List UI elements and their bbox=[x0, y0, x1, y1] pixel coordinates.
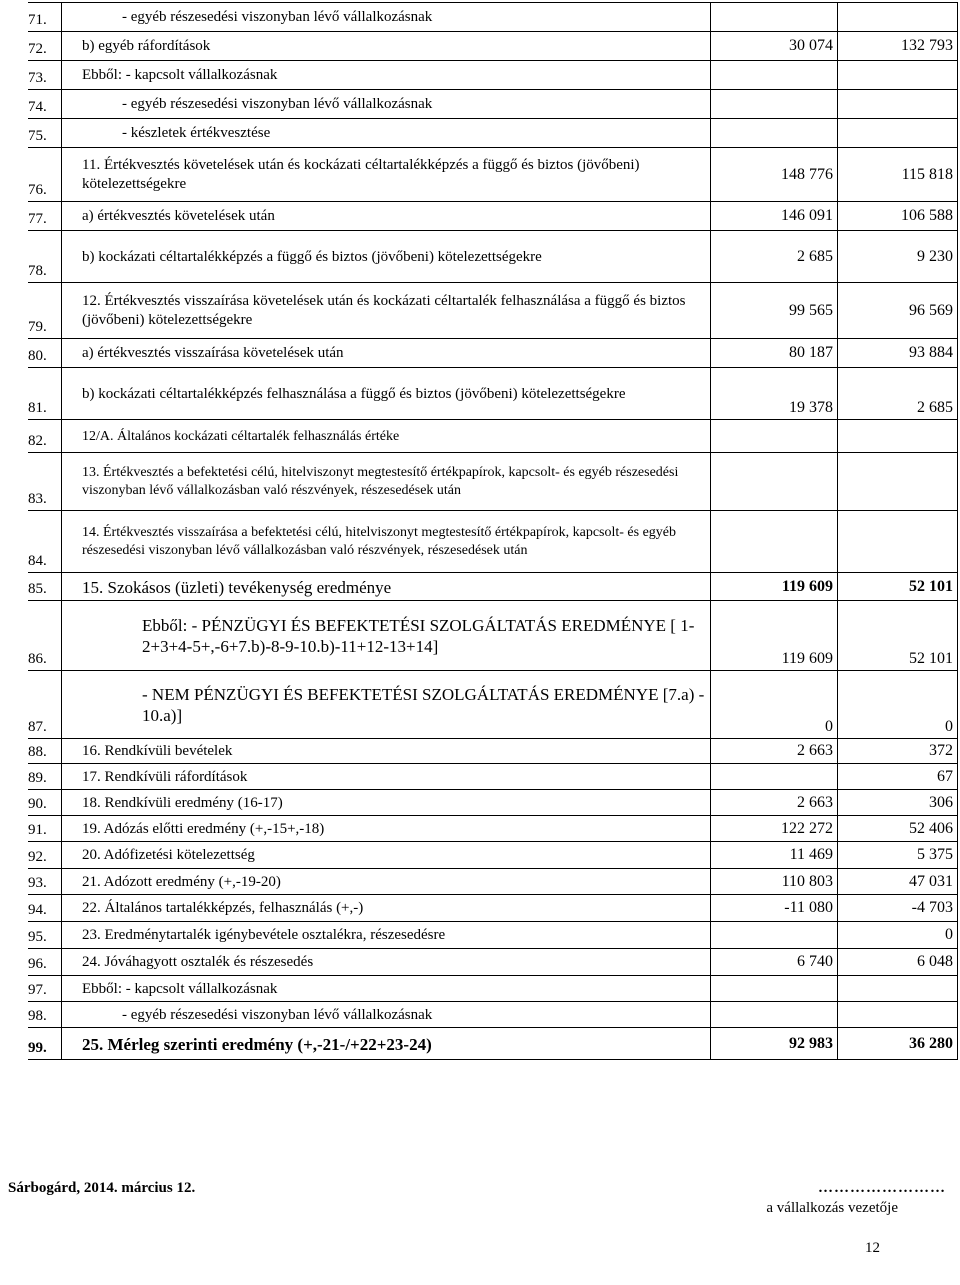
income-statement-table bbox=[28, 2, 958, 1060]
value-previous-year: 99 565 bbox=[711, 283, 838, 338]
place-date: Sárbogárd, 2014. március 12. bbox=[8, 1180, 196, 1196]
row-number: 81. bbox=[28, 368, 62, 419]
value-previous-year: 92 983 bbox=[711, 1028, 838, 1059]
value-previous-year bbox=[711, 1002, 838, 1027]
table-row bbox=[28, 1001, 958, 1027]
value-current-year: 2 685 bbox=[838, 368, 958, 419]
row-number: 72. bbox=[28, 32, 62, 60]
row-number: 78. bbox=[28, 231, 62, 282]
table-row bbox=[28, 789, 958, 815]
value-previous-year: 146 091 bbox=[711, 202, 838, 230]
row-label: 12. Értékvesztés visszaírása követelések után és kockázati céltartalék felhasználása a függő és biztos (jövőbeni) kötelezettségekre bbox=[62, 283, 711, 338]
table-row bbox=[28, 948, 958, 975]
row-label: b) egyéb ráfordítások bbox=[62, 32, 711, 60]
row-number: 76. bbox=[28, 148, 62, 201]
table-row bbox=[28, 1027, 958, 1060]
row-number: 85. bbox=[28, 573, 62, 600]
row-number: 94. bbox=[28, 895, 62, 921]
table-row bbox=[28, 868, 958, 894]
value-previous-year: 80 187 bbox=[711, 339, 838, 367]
value-current-year: 52 406 bbox=[838, 816, 958, 841]
signature-role: a vállalkozás vezetője bbox=[766, 1200, 898, 1216]
table-row bbox=[28, 338, 958, 367]
row-number: 83. bbox=[28, 453, 62, 510]
row-number: 91. bbox=[28, 816, 62, 841]
value-previous-year: 0 bbox=[711, 671, 838, 738]
value-current-year: 96 569 bbox=[838, 283, 958, 338]
row-label: 25. Mérleg szerinti eredmény (+,-21-/+22+23-24) bbox=[62, 1028, 711, 1059]
value-current-year: 6 048 bbox=[838, 949, 958, 975]
table-row bbox=[28, 572, 958, 600]
row-label: 15. Szokásos (üzleti) tevékenység eredménye bbox=[62, 573, 711, 600]
value-current-year bbox=[838, 420, 958, 452]
value-previous-year: 6 740 bbox=[711, 949, 838, 975]
table-row bbox=[28, 2, 958, 31]
row-number: 99. bbox=[28, 1028, 62, 1059]
value-current-year: 0 bbox=[838, 671, 958, 738]
row-number: 95. bbox=[28, 922, 62, 948]
table-row bbox=[28, 60, 958, 89]
row-number: 77. bbox=[28, 202, 62, 230]
table-row bbox=[28, 367, 958, 419]
value-current-year: 372 bbox=[838, 739, 958, 763]
table-row bbox=[28, 201, 958, 230]
row-label: - egyéb részesedési viszonyban lévő vállalkozásnak bbox=[62, 3, 711, 31]
value-previous-year: -11 080 bbox=[711, 895, 838, 921]
value-current-year: 36 280 bbox=[838, 1028, 958, 1059]
value-previous-year: 119 609 bbox=[711, 573, 838, 600]
row-label: - egyéb részesedési viszonyban lévő vállalkozásnak bbox=[62, 90, 711, 118]
value-current-year bbox=[838, 511, 958, 572]
row-number: 74. bbox=[28, 90, 62, 118]
value-current-year bbox=[838, 3, 958, 31]
row-label: 11. Értékvesztés követelések után és kockázati céltartalékképzés a függő és biztos (jövőbeni) kötelezettségekre bbox=[62, 148, 711, 201]
row-label: Ebből: - kapcsolt vállalkozásnak bbox=[62, 61, 711, 89]
value-previous-year: 19 378 bbox=[711, 368, 838, 419]
table-row bbox=[28, 763, 958, 789]
table-row bbox=[28, 510, 958, 572]
row-number: 86. bbox=[28, 601, 62, 670]
value-previous-year: 2 663 bbox=[711, 739, 838, 763]
row-label: Ebből: - kapcsolt vállalkozásnak bbox=[62, 976, 711, 1001]
row-label: 19. Adózás előtti eredmény (+,-15+,-18) bbox=[62, 816, 711, 841]
value-current-year bbox=[838, 119, 958, 147]
row-label: 16. Rendkívüli bevételek bbox=[62, 739, 711, 763]
row-number: 75. bbox=[28, 119, 62, 147]
value-previous-year bbox=[711, 3, 838, 31]
value-current-year bbox=[838, 1002, 958, 1027]
table-row bbox=[28, 282, 958, 338]
row-label: 22. Általános tartalékképzés, felhasználás (+,-) bbox=[62, 895, 711, 921]
row-number: 90. bbox=[28, 790, 62, 815]
table-row bbox=[28, 600, 958, 670]
row-label: - NEM PÉNZÜGYI ÉS BEFEKTETÉSI SZOLGÁLTATÁS EREDMÉNYE [7.a) - 10.a)] bbox=[62, 671, 711, 738]
row-label: 18. Rendkívüli eredmény (16-17) bbox=[62, 790, 711, 815]
row-number: 84. bbox=[28, 511, 62, 572]
table-row bbox=[28, 738, 958, 763]
value-previous-year bbox=[711, 976, 838, 1001]
row-label: 21. Adózott eredmény (+,-19-20) bbox=[62, 869, 711, 894]
value-current-year bbox=[838, 90, 958, 118]
row-number: 71. bbox=[28, 3, 62, 31]
value-previous-year: 2 663 bbox=[711, 790, 838, 815]
row-label: 13. Értékvesztés a befektetési célú, hitelviszonyt megtestesítő értékpapírok, kapcsolt- és egyéb részesedési viszonyban lévő vállalkozásban való részvények, részesedések után bbox=[62, 453, 711, 510]
value-previous-year: 122 272 bbox=[711, 816, 838, 841]
row-label: Ebből: - PÉNZÜGYI ÉS BEFEKTETÉSI SZOLGÁLTATÁS EREDMÉNYE [ 1-2+3+4-5+,-6+7.b)-8-9-10.b)-11+12-13+14] bbox=[62, 601, 711, 670]
row-label: 17. Rendkívüli ráfordítások bbox=[62, 764, 711, 789]
value-previous-year: 30 074 bbox=[711, 32, 838, 60]
row-number: 88. bbox=[28, 739, 62, 763]
row-label: b) kockázati céltartalékképzés a függő és biztos (jövőbeni) kötelezettségekre bbox=[62, 231, 711, 282]
row-label: 24. Jóváhagyott osztalék és részesedés bbox=[62, 949, 711, 975]
value-current-year: 115 818 bbox=[838, 148, 958, 201]
table-row bbox=[28, 31, 958, 60]
value-previous-year bbox=[711, 922, 838, 948]
table-row bbox=[28, 894, 958, 921]
table-row bbox=[28, 147, 958, 201]
table-row bbox=[28, 670, 958, 738]
value-current-year: 47 031 bbox=[838, 869, 958, 894]
row-number: 73. bbox=[28, 61, 62, 89]
row-label: 14. Értékvesztés visszaírása a befektetési célú, hitelviszonyt megtestesítő értékpapírok, kapcsolt- és egyéb részesedési viszonyban lévő vállalkozásban való részvények, részesedések után bbox=[62, 511, 711, 572]
row-label: - egyéb részesedési viszonyban lévő vállalkozásnak bbox=[62, 1002, 711, 1027]
value-current-year: 5 375 bbox=[838, 842, 958, 868]
value-current-year bbox=[838, 61, 958, 89]
value-previous-year bbox=[711, 119, 838, 147]
row-label: - készletek értékvesztése bbox=[62, 119, 711, 147]
value-current-year bbox=[838, 453, 958, 510]
value-previous-year bbox=[711, 764, 838, 789]
value-current-year: 0 bbox=[838, 922, 958, 948]
value-current-year bbox=[838, 976, 958, 1001]
table-row bbox=[28, 89, 958, 118]
row-label: 12/A. Általános kockázati céltartalék felhasználás értéke bbox=[62, 420, 711, 452]
row-label: 23. Eredménytartalék igénybevétele osztalékra, részesedésre bbox=[62, 922, 711, 948]
value-previous-year bbox=[711, 61, 838, 89]
value-current-year: 9 230 bbox=[838, 231, 958, 282]
value-current-year: 67 bbox=[838, 764, 958, 789]
value-current-year: 306 bbox=[838, 790, 958, 815]
row-label: 20. Adófizetési kötelezettség bbox=[62, 842, 711, 868]
value-current-year: 52 101 bbox=[838, 573, 958, 600]
row-number: 80. bbox=[28, 339, 62, 367]
table-row bbox=[28, 118, 958, 147]
table-row bbox=[28, 815, 958, 841]
signature-line: …………………… bbox=[818, 1180, 946, 1196]
value-previous-year: 148 776 bbox=[711, 148, 838, 201]
row-label: a) értékvesztés követelések után bbox=[62, 202, 711, 230]
table-row bbox=[28, 841, 958, 868]
value-previous-year bbox=[711, 420, 838, 452]
table-row bbox=[28, 452, 958, 510]
row-label: b) kockázati céltartalékképzés felhasználása a függő és biztos (jövőbeni) kötelezettségekre bbox=[62, 368, 711, 419]
row-number: 87. bbox=[28, 671, 62, 738]
value-previous-year: 2 685 bbox=[711, 231, 838, 282]
table-row bbox=[28, 975, 958, 1001]
row-number: 82. bbox=[28, 420, 62, 452]
row-number: 79. bbox=[28, 283, 62, 338]
table-row bbox=[28, 921, 958, 948]
row-number: 97. bbox=[28, 976, 62, 1001]
page-number: 12 bbox=[865, 1240, 880, 1256]
row-number: 92. bbox=[28, 842, 62, 868]
row-number: 96. bbox=[28, 949, 62, 975]
row-number: 93. bbox=[28, 869, 62, 894]
value-previous-year bbox=[711, 90, 838, 118]
value-current-year: 93 884 bbox=[838, 339, 958, 367]
value-current-year: 106 588 bbox=[838, 202, 958, 230]
value-current-year: 132 793 bbox=[838, 32, 958, 60]
value-previous-year: 11 469 bbox=[711, 842, 838, 868]
value-previous-year bbox=[711, 453, 838, 510]
table-row bbox=[28, 230, 958, 282]
value-current-year: -4 703 bbox=[838, 895, 958, 921]
value-previous-year: 110 803 bbox=[711, 869, 838, 894]
row-label: a) értékvesztés visszaírása követelések után bbox=[62, 339, 711, 367]
value-current-year: 52 101 bbox=[838, 601, 958, 670]
row-number: 98. bbox=[28, 1002, 62, 1027]
value-previous-year: 119 609 bbox=[711, 601, 838, 670]
row-number: 89. bbox=[28, 764, 62, 789]
table-row bbox=[28, 419, 958, 452]
value-previous-year bbox=[711, 511, 838, 572]
